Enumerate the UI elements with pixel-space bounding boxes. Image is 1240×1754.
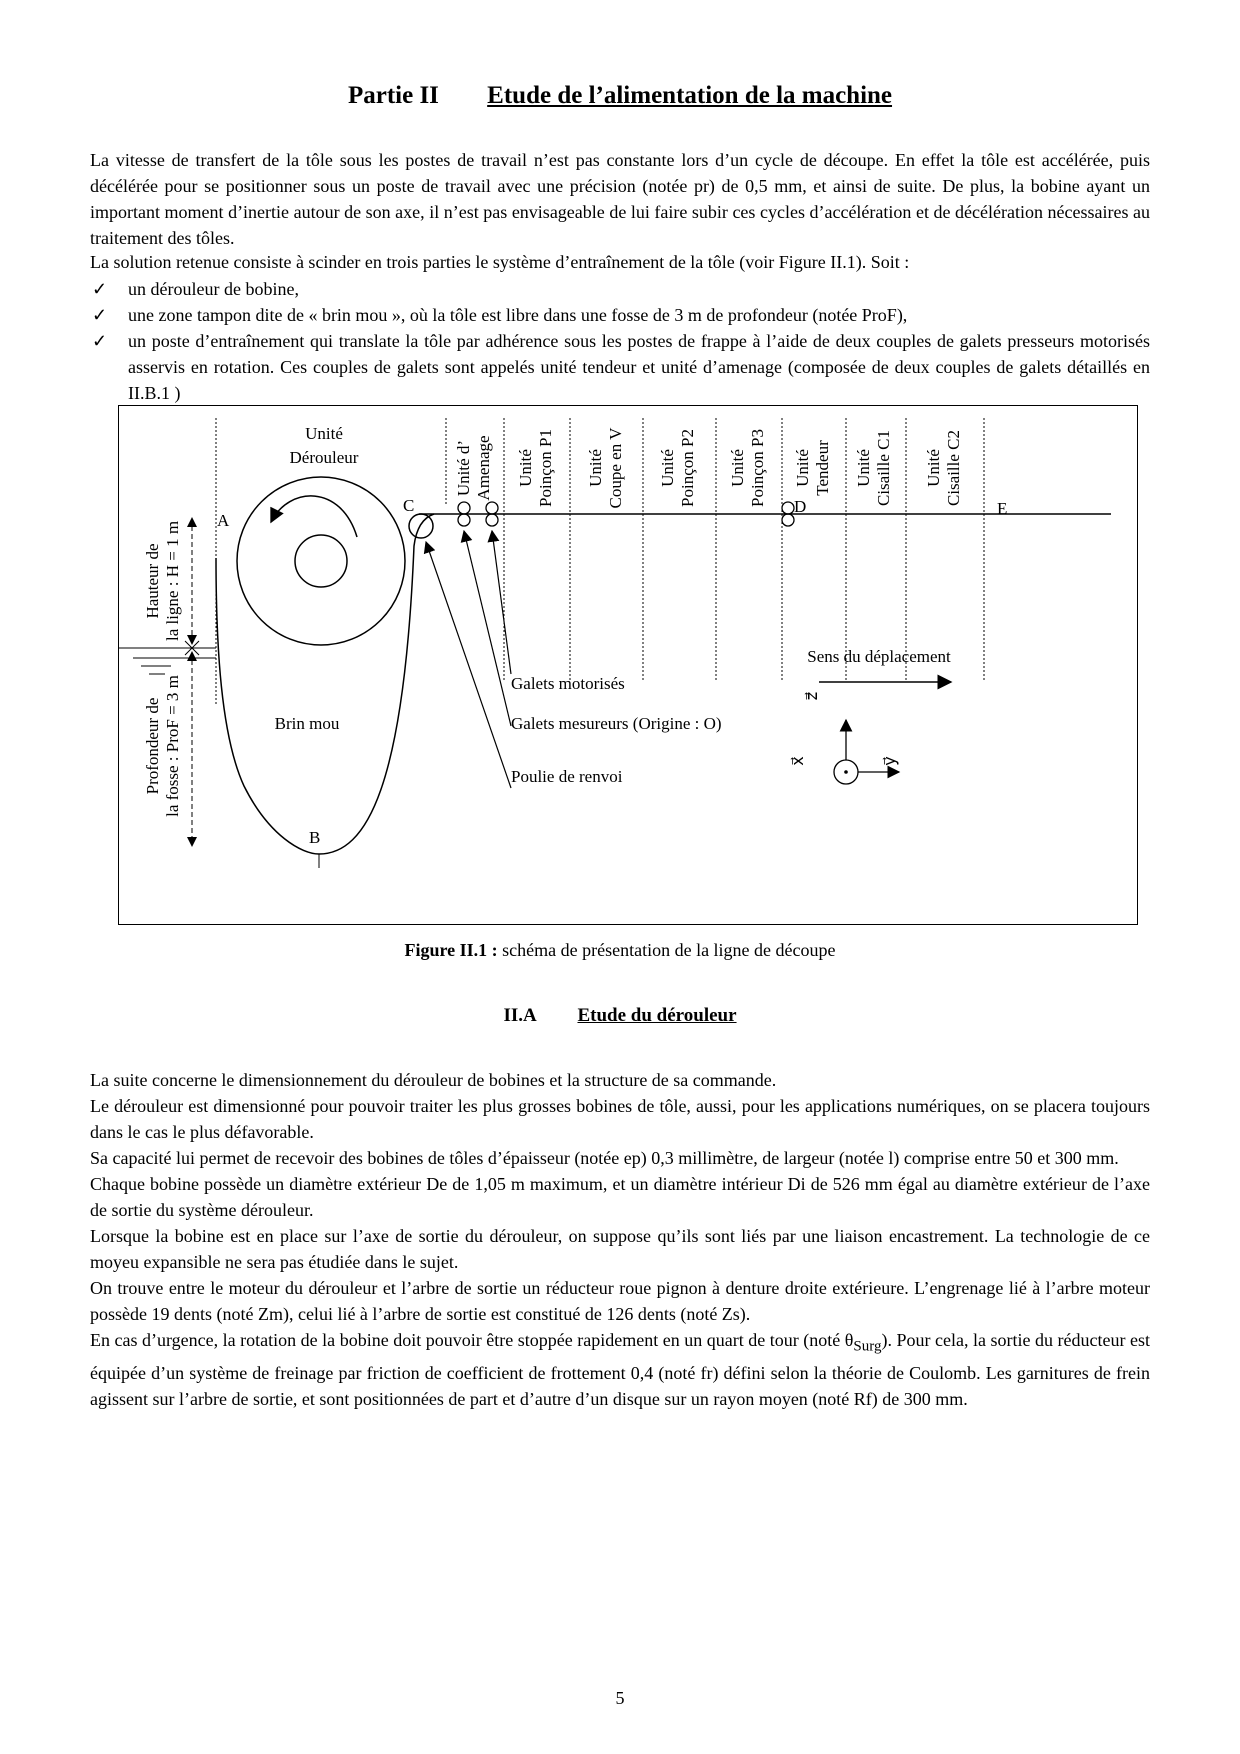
- intro-paragraph: La vitesse de transfert de la tôle sous les postes de travail n’est pas constante lors d’un cycle de découpe. En effet la tôle est accélérée, puis décélérée pour se positionner sous un poste de travail avec une précision (notée pr) de 0,5 mm, et ainsi de suite. De plus, la bobine ayant un important moment d’inertie autour de son axe, il n’est pas envisageable de lui faire subir ces cycles d’accélération et de décélération nécessaires au traitement des tôles.: [90, 150, 1150, 248]
- unit-label: Poinçon P3: [748, 429, 767, 507]
- x-axis-label: x⃗: [790, 756, 807, 766]
- check-icon: ✓: [92, 305, 108, 325]
- list-item: ✓ une zone tampon dite de « brin mou », où la tôle est libre dans une fosse de 3 m de profondeur (notée ProF),: [90, 302, 1150, 328]
- point-b: B: [309, 828, 321, 847]
- brin-mou-label: Brin mou: [274, 714, 340, 733]
- point-c: C: [403, 496, 415, 515]
- body-paragraph: Sa capacité lui permet de recevoir des bobines de tôles d’épaisseur (notée ep) 0,3 millimètre, de largeur (notée l) comprise entre 50 et 300 mm.: [90, 1148, 1119, 1168]
- body-paragraph: La suite concerne le dimensionnement du dérouleur de bobines et la structure de sa commande.: [90, 1070, 777, 1090]
- height-label: la ligne : H = 1 m: [163, 520, 182, 642]
- solution-paragraph: La solution retenue consiste à scinder en trois parties le système d’entraînement de la tôle (voir Figure II.1). Soit :: [90, 252, 910, 272]
- urgency-paragraph: En cas d’urgence, la rotation de la bobine doit pouvoir être stoppée rapidement en un quart de tour (noté $\theta_{Surg}$). Pour cela, la sortie du réducteur est équipée d’un système de freinage par friction de coefficient de frottement 0,4 (noté fr) défini selon la théorie de Coulomb. Les garnitures de frein agissent sur l’arbre de sortie, et sont positionnées de part et d’autre d’un disque sur un rayon moyen (noté Rf) de 300 mm.: [90, 1330, 1150, 1409]
- height-label: Hauteur de: [143, 543, 162, 619]
- diagram-svg: [119, 406, 1139, 926]
- section-body: [90, 1067, 1150, 1412]
- leader-lines: [426, 531, 511, 788]
- pulley: [409, 514, 433, 538]
- ground-hatch: [133, 658, 216, 674]
- unit-label: Unité: [793, 449, 812, 487]
- body-paragraph: Le dérouleur est dimensionné pour pouvoir traiter les plus grosses bobines de tôle, aussi, pour les applications numériques, on se placera toujours dans le cas le plus défavorable.: [90, 1096, 1150, 1142]
- motor-rollers-label: Galets motorisés: [511, 674, 625, 693]
- check-icon: ✓: [92, 331, 108, 351]
- body-paragraph: On trouve entre le moteur du dérouleur et l’arbre de sortie un réducteur roue pignon à denture droite extérieure. L’engrenage lié à l’arbre moteur possède 19 dents (noté Zm), celui lié à l’arbre de sortie est constitué de 126 dents (noté Zs).: [90, 1278, 1150, 1324]
- part-title: Etude de l’alimentation de la machine: [487, 82, 893, 109]
- section-title: Etude du dérouleur: [577, 1005, 737, 1026]
- unit-label: Unité: [728, 449, 747, 487]
- part-label: Partie II: [347, 82, 439, 109]
- unit-label: Unité: [516, 449, 535, 487]
- point-d: D: [794, 497, 807, 516]
- y-axis-label: y⃗: [882, 756, 899, 766]
- body-paragraph: Lorsque la bobine est en place sur l’axe de sortie du dérouleur, on suppose qu’ils sont liés par une liaison encastrement. La technologie de ce moyeu expansible ne sera pas étudiée dans le sujet.: [90, 1226, 1150, 1272]
- unit-label: Unité: [854, 449, 873, 487]
- z-axis-label: z⃗: [804, 691, 821, 701]
- figure-caption: [0, 940, 1240, 961]
- section-number: II.A: [503, 1005, 537, 1026]
- dimension-labels: [143, 521, 182, 817]
- page-title: [0, 82, 1240, 110]
- point-a: A: [217, 511, 230, 530]
- unit-label: Poinçon P1: [536, 429, 555, 507]
- direction-label: Sens du déplacement: [807, 647, 951, 666]
- unit-label: Unité d’: [454, 439, 473, 497]
- x-axis-center: [844, 770, 848, 774]
- unit-label: Unité: [658, 449, 677, 487]
- figure-line-diagram: [118, 405, 1138, 925]
- deroulEur-label: Dérouleur: [289, 448, 359, 467]
- unit-labels: [454, 427, 963, 509]
- body-paragraph: Chaque bobine possède un diamètre extérieur De de 1,05 m maximum, et un diamètre intérieur Di de 526 mm égal au diamètre extérieur de l’axe de sortie du système dérouleur.: [90, 1174, 1150, 1220]
- unit-label: Unité: [924, 449, 943, 487]
- point-e: E: [997, 499, 1008, 518]
- check-icon: ✓: [92, 279, 108, 299]
- rotation-arrow: [271, 496, 357, 537]
- unit-label: Tendeur: [813, 440, 832, 496]
- caption-text: schéma de présentation de la ligne de découpe: [497, 940, 836, 960]
- unit-label: Coupe en V: [606, 427, 625, 509]
- unit-label: Amenage: [474, 435, 493, 501]
- depth-label: Profondeur de: [143, 697, 162, 795]
- coil-outer: [237, 477, 405, 645]
- list-item: ✓ un poste d’entraînement qui translate la tôle par adhérence sous les postes de frappe à l’aide de deux couples de galets presseurs motorisés asservis en rotation. Ces couples de galets sont appelés unité tendeur et unité d’amenage (composée de deux couples de galets détaillés en II.B.1 ): [90, 328, 1150, 406]
- unit-label: Cisaille C2: [944, 429, 963, 507]
- unit-label: Poinçon P2: [678, 429, 697, 507]
- slack-loop: [216, 514, 434, 854]
- solution-list: [90, 276, 1150, 406]
- depth-label: la fosse : ProF = 3 m: [163, 675, 182, 817]
- pulley-label: Poulie de renvoi: [511, 767, 623, 786]
- unit-label: Cisaille C1: [874, 429, 893, 507]
- unit-label: Unité: [586, 449, 605, 487]
- measuring-rollers-label: Galets mesureurs (Origine : O): [511, 714, 722, 733]
- caption-label: Figure II.1 :: [404, 940, 498, 960]
- page-number: 5: [615, 1688, 625, 1708]
- coil-hub: [295, 535, 347, 587]
- section-heading: [0, 1005, 1240, 1027]
- deroulEur-label: Unité: [305, 424, 343, 443]
- list-item: ✓ un dérouleur de bobine,: [90, 276, 1150, 302]
